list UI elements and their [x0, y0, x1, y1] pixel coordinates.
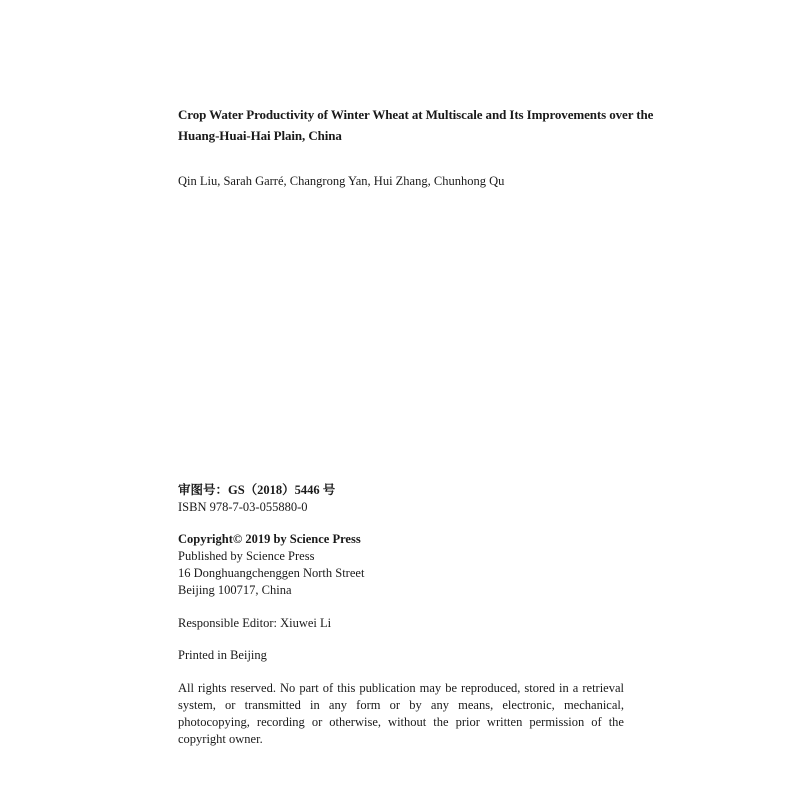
responsible-editor: Responsible Editor: Xiuwei Li — [178, 616, 332, 630]
rights-text: All rights reserved. No part of this publication may be reproduced, stored in a retrieval system, or transmitted in any form or by any means, electronic, mechanical, photocopying, recording or otherwise, without the prior written permission of the copyright owner. — [178, 681, 624, 746]
author-list: Qin Liu, Sarah Garré, Changrong Yan, Hui Zhang, Chunhong Qu — [178, 174, 505, 188]
isbn: ISBN 978-7-03-055880-0 — [178, 500, 308, 514]
book-title — [178, 104, 654, 146]
book-title-line-2: Huang-Huai-Hai Plain, China — [178, 128, 342, 143]
publisher-address-street: 16 Donghuangchenggen North Street — [178, 566, 365, 580]
copyright-block — [178, 531, 624, 599]
rights-statement — [178, 680, 624, 748]
publisher: Published by Science Press — [178, 549, 315, 563]
copyright-notice: Copyright© 2019 by Science Press — [178, 532, 361, 546]
registration-block — [178, 482, 624, 516]
publisher-address-city: Beijing 100717, China — [178, 583, 292, 597]
printed-location: Printed in Beijing — [178, 648, 267, 662]
map-approval-number: 审图号：GS（2018）5446 号 — [178, 483, 336, 497]
book-title-line-1: Crop Water Productivity of Winter Wheat at Multiscale and Its Improvements over the — [178, 107, 654, 122]
